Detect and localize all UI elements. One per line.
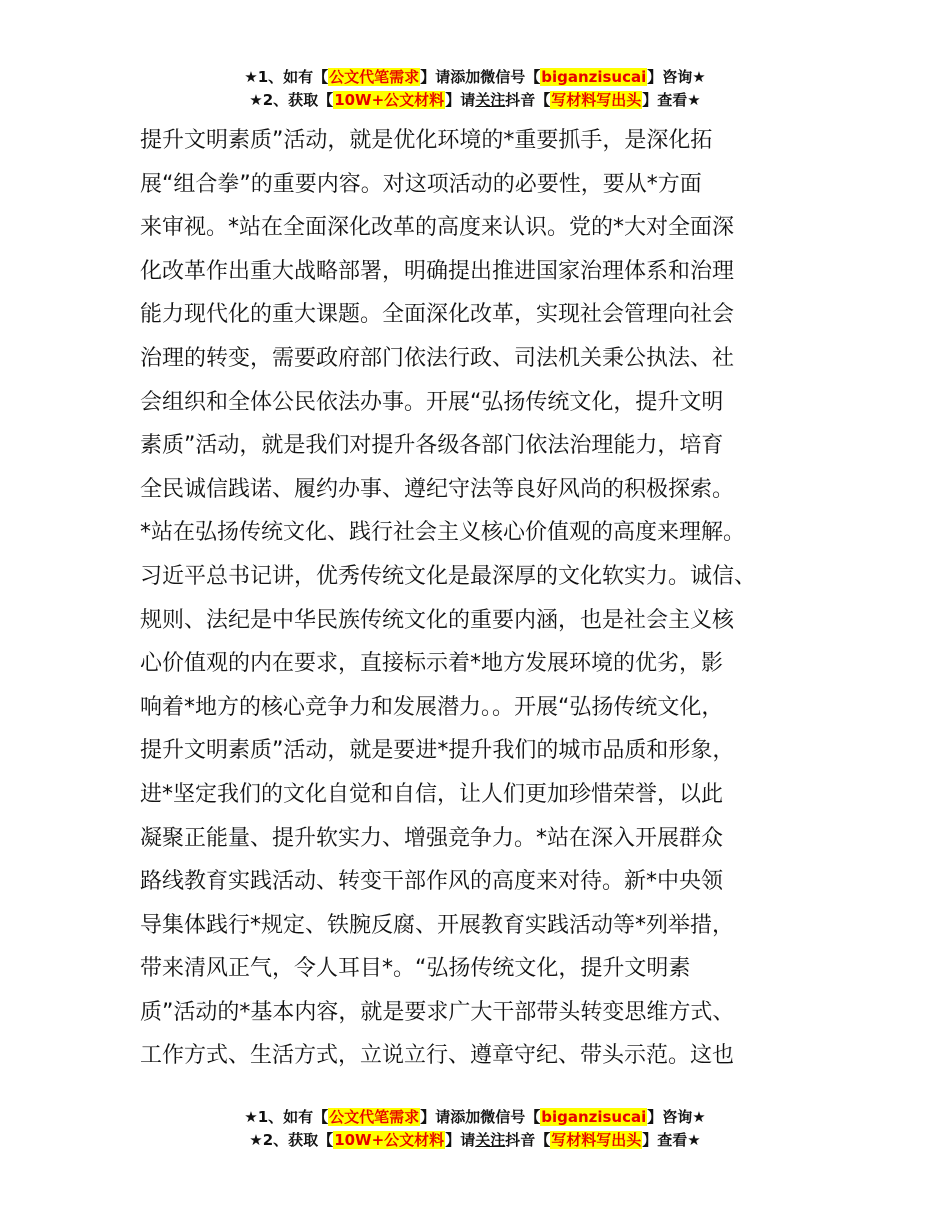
footer-highlight-materials: 10W+公文材料 bbox=[334, 1131, 445, 1149]
footer-highlight-wechat-id: biganzisucai bbox=[541, 1108, 647, 1126]
body-line: 提升文明素质”活动，就是优化环境的*重要抓手，是深化拓 bbox=[140, 128, 713, 153]
header-line-2-prefix: ★2、获取【 bbox=[249, 91, 334, 109]
header-banner bbox=[0, 66, 950, 112]
body-line: 化改革作出重大战略部署，明确提出推进国家治理体系和治理 bbox=[140, 258, 735, 284]
body-line: 素质”活动，就是我们对提升各级各部门依法治理能力，培育 bbox=[140, 433, 724, 459]
footer-line-1-suffix: 】咨询★ bbox=[647, 1108, 706, 1126]
body-line: 导集体践行*规定、铁腕反腐、开展教育实践活动等*列举措， bbox=[140, 912, 735, 938]
header-line-2-mid2: 抖音【 bbox=[505, 91, 551, 109]
body-line: 会组织和全体公民依法办事。开展“弘扬传统文化，提升文明 bbox=[140, 389, 724, 415]
body-line: 展“组合拳”的重要内容。对这项活动的必要性，要从*方面 bbox=[140, 171, 702, 197]
footer-line-1 bbox=[0, 1106, 950, 1129]
header-line-1 bbox=[0, 66, 950, 89]
body-line: 治理的转变，需要政府部门依法行政、司法机关秉公执法、社 bbox=[140, 345, 735, 371]
footer-line-2-mid: 】请 bbox=[445, 1131, 476, 1149]
body-line: 带来清风正气，令人耳目*。“弘扬传统文化，提升文明素 bbox=[140, 956, 691, 982]
header-line-1-mid: 】请添加微信号【 bbox=[420, 68, 541, 86]
header-line-2-mid: 】请 bbox=[445, 91, 476, 109]
footer-line-1-mid: 】请添加微信号【 bbox=[420, 1108, 541, 1126]
body-line: *站在弘扬传统文化、践行社会主义核心价值观的高度来理解。 bbox=[140, 520, 746, 546]
body-line: 响着*地方的核心竞争力和发展潜力。。开展“弘扬传统文化， bbox=[140, 694, 724, 720]
footer-line-1-prefix: ★1、如有【 bbox=[244, 1108, 329, 1126]
body-line: 凝聚正能量、提升软实力、增强竞争力。*站在深入开展群众 bbox=[140, 825, 724, 851]
header-line-1-suffix: 】咨询★ bbox=[647, 68, 706, 86]
body-line: 提升文明素质”活动，就是要进*提升我们的城市品质和形象， bbox=[140, 738, 735, 764]
footer-highlight-ghostwriting: 公文代笔需求 bbox=[329, 1108, 420, 1126]
header-highlight-ghostwriting: 公文代笔需求 bbox=[329, 68, 420, 86]
body-line: 质”活动的*基本内容，就是要求广大干部带头转变思维方式、 bbox=[140, 999, 735, 1025]
footer-line-2-suffix: 】查看★ bbox=[642, 1131, 701, 1149]
header-line-2-suffix: 】查看★ bbox=[642, 91, 701, 109]
footer-underlined-follow: 关注 bbox=[475, 1131, 506, 1149]
body-line: 来审视。*站在全面深化改革的高度来认识。党的*大对全面深 bbox=[140, 215, 735, 241]
footer-line-2-mid2: 抖音【 bbox=[505, 1131, 551, 1149]
footer-banner bbox=[0, 1106, 950, 1152]
header-highlight-materials: 10W+公文材料 bbox=[334, 91, 445, 109]
header-line-2 bbox=[0, 89, 950, 112]
body-line: 规则、法纪是中华民族传统文化的重要内涵，也是社会主义核 bbox=[140, 607, 735, 633]
header-highlight-wechat-id: biganzisucai bbox=[541, 68, 647, 86]
footer-line-2 bbox=[0, 1129, 950, 1152]
footer-line-2-prefix: ★2、获取【 bbox=[249, 1131, 334, 1149]
body-line: 习近平总书记讲，优秀传统文化是最深厚的文化软实力。诚信、 bbox=[140, 563, 757, 589]
body-line: 工作方式、生活方式，立说立行、遵章守纪、带头示范。这也 bbox=[140, 1043, 735, 1069]
header-underlined-follow: 关注 bbox=[475, 91, 506, 109]
body-line: 进*坚定我们的文化自觉和自信，让人们更加珍惜荣誉，以此 bbox=[140, 781, 724, 807]
body-line: 路线教育实践活动、转变干部作风的高度来对待。新*中央领 bbox=[140, 869, 724, 895]
body-line: 心价值观的内在要求，直接标示着*地方发展环境的优劣，影 bbox=[140, 651, 724, 677]
header-highlight-douyin-account: 写材料写出头 bbox=[551, 91, 642, 109]
document-body bbox=[140, 119, 830, 1078]
body-line: 能力现代化的重大课题。全面深化改革，实现社会管理向社会 bbox=[140, 302, 735, 328]
header-line-1-prefix: ★1、如有【 bbox=[244, 68, 329, 86]
body-line: 全民诚信践诺、履约办事、遵纪守法等良好风尚的积极探索。 bbox=[140, 476, 735, 502]
footer-highlight-douyin-account: 写材料写出头 bbox=[551, 1131, 642, 1149]
